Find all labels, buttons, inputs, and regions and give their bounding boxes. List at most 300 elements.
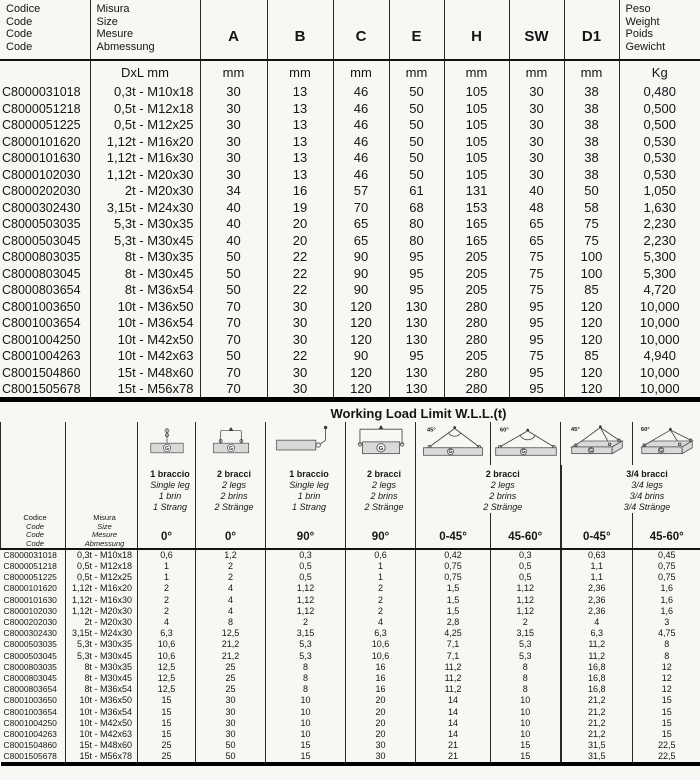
wll-90deg-1leg-cell: 10 xyxy=(266,729,346,740)
wll-045-34leg-cell: 2,36 xyxy=(561,606,633,617)
wll-0deg-2leg-cell: 30 xyxy=(196,706,266,717)
dim-b-cell: 13 xyxy=(267,134,333,151)
dim-h-cell: 165 xyxy=(444,216,509,233)
dim-a-header: A xyxy=(200,0,267,60)
code-cell: C8000302430 xyxy=(3,628,57,639)
wll-0deg-2leg-cell: 2 xyxy=(196,561,266,572)
dim-sw-cell: 75 xyxy=(509,266,564,283)
wll-4560-2leg-cell: 0,3 xyxy=(491,549,561,561)
code-cell: C8000803045 xyxy=(0,266,90,283)
wll-90deg-2leg-cell: 2 xyxy=(346,606,416,617)
legs-desc-4: 2 bracci 2 legs 2 brins 2 Stränge xyxy=(346,465,416,513)
wll-045-34leg-cell: 4 xyxy=(561,617,633,628)
dim-h-cell: 280 xyxy=(444,315,509,332)
dim-b-cell: 30 xyxy=(267,365,333,382)
size-cell: 0,5t - M12x18 xyxy=(66,561,138,572)
dim-b-cell: 13 xyxy=(267,117,333,134)
dim-b-cell: 19 xyxy=(267,200,333,217)
angle-header-4560-1: 45-60° xyxy=(491,513,561,549)
wll-code-header: Codice Code Code Code xyxy=(1,513,66,549)
table-row xyxy=(1,706,700,717)
dim-h-cell: 153 xyxy=(444,200,509,217)
wll-0deg-2leg-cell: 25 xyxy=(196,684,266,695)
wll-0deg-1leg-cell: 6,3 xyxy=(138,628,196,639)
size-cell: 1,12t - M16x30 xyxy=(66,595,138,606)
dim-b-header: B xyxy=(267,0,333,60)
dim-e-cell: 95 xyxy=(389,282,444,299)
weight-cell: 0,500 xyxy=(643,117,677,133)
dim-a-cell: 50 xyxy=(200,282,267,299)
dim-d1-cell: 120 xyxy=(564,299,619,316)
wll-045-2leg-cell: 14 xyxy=(416,695,491,706)
svg-text:G: G xyxy=(228,445,233,452)
wll-4560-34leg-cell: 15 xyxy=(633,695,700,706)
wll-0deg-1leg-cell: 4 xyxy=(138,617,196,628)
wll-045-2leg-cell: 1,5 xyxy=(416,583,491,594)
wll-045-34leg-cell: 2,36 xyxy=(561,583,633,594)
dim-b-cell: 20 xyxy=(267,216,333,233)
size-cell: 15t - M56x78 xyxy=(66,751,138,764)
wll-045-34leg-cell: 1,1 xyxy=(561,572,633,583)
wll-90deg-1leg-cell: 15 xyxy=(266,751,346,764)
units-row xyxy=(0,60,700,84)
code-cell: C8001003654 xyxy=(0,315,90,332)
code-cell: C8000101630 xyxy=(0,150,90,167)
dim-e-cell: 50 xyxy=(389,117,444,134)
wll-045-2leg-cell: 4,25 xyxy=(416,628,491,639)
size-cell: 5,3t - M30x45 xyxy=(90,233,200,250)
table-row xyxy=(0,348,700,365)
svg-text:G: G xyxy=(588,447,593,454)
wll-0deg-1leg-cell: 15 xyxy=(138,729,196,740)
wll-table-body xyxy=(1,549,700,764)
wll-4560-2leg-cell: 10 xyxy=(491,695,561,706)
dim-a-cell: 50 xyxy=(200,266,267,283)
code-cell: C8000202030 xyxy=(0,183,90,200)
svg-text:45°: 45° xyxy=(426,427,436,434)
code-cell: C8001003650 xyxy=(3,695,57,706)
dim-b-cell: 13 xyxy=(267,84,333,101)
code-cell: C8000101620 xyxy=(3,583,57,594)
wll-0deg-2leg-cell: 50 xyxy=(196,751,266,764)
wll-045-34leg-cell: 21,2 xyxy=(561,729,633,740)
table-row xyxy=(0,249,700,266)
dim-c-cell: 120 xyxy=(333,365,389,382)
dim-h-cell: 205 xyxy=(444,249,509,266)
code-cell: C8000503045 xyxy=(3,650,57,661)
wll-90deg-2leg-cell: 1 xyxy=(346,572,416,583)
sling-two-leg-45deg-icon xyxy=(421,422,485,460)
dim-e-cell: 95 xyxy=(389,249,444,266)
dim-sw-cell: 95 xyxy=(509,332,564,349)
table-row xyxy=(1,572,700,583)
wll-045-34leg-cell: 31,5 xyxy=(561,751,633,764)
wll-4560-2leg-cell: 8 xyxy=(491,684,561,695)
legs-desc-2: 2 bracci 2 legs 2 brins 2 Stränge xyxy=(196,465,266,513)
dim-a-cell: 30 xyxy=(200,150,267,167)
angle-header-045-1: 0-45° xyxy=(416,513,491,549)
wll-045-34leg-cell: 31,5 xyxy=(561,740,633,751)
dim-d1-cell: 85 xyxy=(564,282,619,299)
wll-90deg-1leg-cell: 15 xyxy=(266,740,346,751)
dim-h-cell: 105 xyxy=(444,117,509,134)
wll-4560-2leg-cell: 15 xyxy=(491,751,561,764)
code-label: Codice xyxy=(6,3,41,15)
size-cell: 2t - M20x30 xyxy=(66,617,138,628)
dim-e-cell: 130 xyxy=(389,381,444,400)
size-cell: 8t - M30x35 xyxy=(66,662,138,673)
table-row xyxy=(1,718,700,729)
dim-c-cell: 46 xyxy=(333,134,389,151)
wll-90deg-1leg-cell: 2 xyxy=(266,617,346,628)
dim-d1-cell: 120 xyxy=(564,381,619,400)
dim-a-cell: 70 xyxy=(200,365,267,382)
wll-4560-2leg-cell: 10 xyxy=(491,718,561,729)
sling-two-leg-0deg-icon xyxy=(203,422,259,460)
size-unit: DxL mm xyxy=(90,60,200,84)
table-row xyxy=(1,729,700,740)
dim-sw-cell: 75 xyxy=(509,282,564,299)
sling-single-leg-90deg-icon xyxy=(275,422,337,460)
code-cell: C8000803035 xyxy=(0,249,90,266)
dim-e-cell: 130 xyxy=(389,332,444,349)
wll-90deg-1leg-cell: 5,3 xyxy=(266,639,346,650)
dim-sw-cell: 95 xyxy=(509,299,564,316)
size-cell: 0,5t - M12x25 xyxy=(90,117,200,134)
wll-045-34leg-cell: 16,8 xyxy=(561,684,633,695)
dim-a-cell: 70 xyxy=(200,299,267,316)
wll-0deg-2leg-cell: 2 xyxy=(196,572,266,583)
size-cell: 1,12t - M20x30 xyxy=(66,606,138,617)
wll-90deg-2leg-cell: 16 xyxy=(346,684,416,695)
dim-e-cell: 50 xyxy=(389,150,444,167)
wll-4560-34leg-cell: 15 xyxy=(633,729,700,740)
dim-d1-cell: 120 xyxy=(564,332,619,349)
wll-4560-2leg-cell: 1,12 xyxy=(491,606,561,617)
wll-045-34leg-cell: 2,36 xyxy=(561,595,633,606)
dim-c-cell: 120 xyxy=(333,381,389,400)
wll-045-34leg-cell: 6,3 xyxy=(561,628,633,639)
dim-d1-cell: 38 xyxy=(564,84,619,101)
dim-d1-cell: 75 xyxy=(564,233,619,250)
dim-sw-cell: 30 xyxy=(509,150,564,167)
weight-cell: 10,000 xyxy=(639,381,680,396)
dim-h-cell: 105 xyxy=(444,150,509,167)
angle-header-0deg-1: 0° xyxy=(138,513,196,549)
wll-0deg-1leg-cell: 15 xyxy=(138,695,196,706)
size-cell: 15t - M48x60 xyxy=(66,740,138,751)
wll-90deg-1leg-cell: 8 xyxy=(266,662,346,673)
dim-d1-cell: 38 xyxy=(564,101,619,118)
dim-sw-cell: 30 xyxy=(509,117,564,134)
dim-sw-cell: 95 xyxy=(509,381,564,400)
wll-90deg-2leg-cell: 10,6 xyxy=(346,639,416,650)
table-row xyxy=(1,617,700,628)
dim-c-cell: 120 xyxy=(333,315,389,332)
size-cell: 10t - M36x54 xyxy=(90,315,200,332)
table-row xyxy=(1,595,700,606)
dim-d1-cell: 120 xyxy=(564,365,619,382)
size-cell: 10t - M42x63 xyxy=(66,729,138,740)
weight-cell: 0,500 xyxy=(643,100,677,116)
table-row xyxy=(1,695,700,706)
weight-column-header: Peso Weight Poids Gewicht xyxy=(619,0,700,60)
wll-045-2leg-cell: 11,2 xyxy=(416,673,491,684)
wll-header-row xyxy=(1,513,700,549)
dim-unit: mm xyxy=(564,60,619,84)
dim-c-cell: 120 xyxy=(333,332,389,349)
dim-a-cell: 40 xyxy=(200,216,267,233)
table-row xyxy=(1,651,700,662)
dim-unit: mm xyxy=(200,60,267,84)
wll-4560-34leg-cell: 1,6 xyxy=(633,595,700,606)
code-cell: C8001504860 xyxy=(0,365,90,382)
dim-unit: mm xyxy=(509,60,564,84)
dim-h-cell: 205 xyxy=(444,282,509,299)
dim-c-cell: 70 xyxy=(333,200,389,217)
dim-sw-cell: 65 xyxy=(509,216,564,233)
size-cell: 1,12t - M16x20 xyxy=(66,583,138,594)
wll-045-2leg-cell: 0,75 xyxy=(416,572,491,583)
wll-0deg-1leg-cell: 10,6 xyxy=(138,651,196,662)
dim-b-cell: 20 xyxy=(267,233,333,250)
legs-desc-5: 2 bracci 2 legs 2 brins 2 Stränge xyxy=(416,465,561,513)
dim-c-cell: 65 xyxy=(333,233,389,250)
wll-0deg-1leg-cell: 12,5 xyxy=(138,684,196,695)
dim-c-cell: 120 xyxy=(333,299,389,316)
table-row xyxy=(0,134,700,151)
units-empty-cell xyxy=(0,60,90,84)
wll-0deg-2leg-cell: 21,2 xyxy=(196,639,266,650)
wll-045-34leg-cell: 21,2 xyxy=(561,718,633,729)
table-row xyxy=(0,282,700,299)
table-row xyxy=(0,117,700,134)
weight-cell: 10,000 xyxy=(639,298,680,314)
wll-4560-34leg-cell: 22,5 xyxy=(633,740,700,751)
weight-cell: 2,230 xyxy=(643,232,677,248)
wll-90deg-2leg-cell: 20 xyxy=(346,718,416,729)
size-cell: 3,15t - M24x30 xyxy=(90,200,200,217)
wll-4560-2leg-cell: 5,3 xyxy=(491,651,561,662)
wll-90deg-2leg-cell: 30 xyxy=(346,740,416,751)
code-cell: C8000803654 xyxy=(0,282,90,299)
wll-045-2leg-cell: 1,5 xyxy=(416,595,491,606)
dim-a-cell: 70 xyxy=(200,332,267,349)
legs-desc-3: 1 braccio Single leg 1 brin 1 Strang xyxy=(266,465,346,513)
wll-90deg-1leg-cell: 1,12 xyxy=(266,595,346,606)
dim-sw-cell: 40 xyxy=(509,183,564,200)
wll-4560-34leg-cell: 22,5 xyxy=(633,751,700,764)
code-cell: C8000503045 xyxy=(0,233,90,250)
dim-c-cell: 46 xyxy=(333,101,389,118)
sling-two-leg-60deg-icon xyxy=(494,422,558,460)
code-cell: C8001004250 xyxy=(3,717,57,728)
table-row xyxy=(1,639,700,650)
code-cell: C8000302430 xyxy=(0,200,90,217)
wll-90deg-2leg-cell: 16 xyxy=(346,673,416,684)
wll-045-2leg-cell: 2,8 xyxy=(416,617,491,628)
sling-two-leg-90deg-icon xyxy=(349,422,413,460)
wll-045-34leg-cell: 21,2 xyxy=(561,706,633,717)
sling-icons-row xyxy=(1,422,700,465)
code-cell: C8001004263 xyxy=(3,728,57,739)
dim-c-cell: 46 xyxy=(333,150,389,167)
dim-h-cell: 105 xyxy=(444,101,509,118)
wll-4560-34leg-cell: 4,75 xyxy=(633,628,700,639)
dim-h-cell: 280 xyxy=(444,299,509,316)
table-row xyxy=(1,673,700,684)
dim-e-cell: 50 xyxy=(389,101,444,118)
wll-0deg-1leg-cell: 0,6 xyxy=(138,549,196,561)
dim-e-cell: 95 xyxy=(389,348,444,365)
size-cell: 15t - M56x78 xyxy=(90,381,200,400)
wll-0deg-1leg-cell: 1 xyxy=(138,561,196,572)
code-cell: C8001505678 xyxy=(3,751,57,762)
dim-b-cell: 30 xyxy=(267,315,333,332)
table-row xyxy=(0,365,700,382)
table-row xyxy=(0,233,700,250)
dim-d1-cell: 38 xyxy=(564,134,619,151)
dim-d1-cell: 50 xyxy=(564,183,619,200)
wll-4560-2leg-cell: 0,5 xyxy=(491,572,561,583)
svg-text:G: G xyxy=(164,445,169,452)
table-row xyxy=(0,84,700,101)
wll-90deg-1leg-cell: 3,15 xyxy=(266,628,346,639)
dim-e-cell: 95 xyxy=(389,266,444,283)
table-row xyxy=(1,549,700,561)
code-cell: C8000031018 xyxy=(3,550,57,560)
dim-e-cell: 68 xyxy=(389,200,444,217)
leg-description-row xyxy=(1,465,700,513)
dim-h-cell: 105 xyxy=(444,167,509,184)
code-cell: C8000503035 xyxy=(3,639,57,650)
code-cell: C8001004263 xyxy=(0,348,90,365)
wll-0deg-1leg-cell: 2 xyxy=(138,595,196,606)
size-cell: 1,12t - M16x20 xyxy=(90,134,200,151)
dim-e-cell: 80 xyxy=(389,216,444,233)
table-row xyxy=(1,606,700,617)
dim-h-cell: 131 xyxy=(444,183,509,200)
dim-sw-cell: 30 xyxy=(509,134,564,151)
dim-a-cell: 40 xyxy=(200,200,267,217)
dim-e-cell: 50 xyxy=(389,134,444,151)
wll-4560-2leg-cell: 0,5 xyxy=(491,561,561,572)
wll-045-2leg-cell: 0,75 xyxy=(416,561,491,572)
dim-unit: mm xyxy=(333,60,389,84)
wll-4560-34leg-cell: 0,45 xyxy=(633,549,700,561)
wll-0deg-1leg-cell: 2 xyxy=(138,606,196,617)
code-cell: C8000051225 xyxy=(3,572,57,583)
dim-c-cell: 90 xyxy=(333,249,389,266)
wll-0deg-1leg-cell: 15 xyxy=(138,706,196,717)
dim-b-cell: 22 xyxy=(267,266,333,283)
size-cell: 10t - M36x50 xyxy=(66,695,138,706)
wll-0deg-2leg-cell: 4 xyxy=(196,606,266,617)
size-cell: 0,5t - M12x25 xyxy=(66,572,138,583)
dim-b-cell: 13 xyxy=(267,101,333,118)
wll-4560-2leg-cell: 1,12 xyxy=(491,583,561,594)
wll-045-34leg-cell: 11,2 xyxy=(561,639,633,650)
weight-cell: 4,720 xyxy=(643,282,677,298)
dim-sw-cell: 75 xyxy=(509,249,564,266)
wll-90deg-1leg-cell: 1,12 xyxy=(266,583,346,594)
wll-4560-34leg-cell: 3 xyxy=(633,617,700,628)
size-cell: 10t - M42x50 xyxy=(90,332,200,349)
svg-text:G: G xyxy=(378,445,383,452)
code-cell: C8001003654 xyxy=(3,706,57,717)
svg-text:45°: 45° xyxy=(570,426,580,433)
angle-header-90deg-2: 90° xyxy=(346,513,416,549)
size-label: Misura xyxy=(96,3,130,15)
size-cell: 10t - M36x50 xyxy=(90,299,200,316)
wll-045-34leg-cell: 11,2 xyxy=(561,651,633,662)
size-cell: 1,12t - M16x30 xyxy=(90,150,200,167)
dim-h-cell: 165 xyxy=(444,233,509,250)
dim-unit: mm xyxy=(389,60,444,84)
dim-sw-header: SW xyxy=(509,0,564,60)
wll-045-2leg-cell: 11,2 xyxy=(416,662,491,673)
dim-h-cell: 280 xyxy=(444,365,509,382)
code-cell: C8000102030 xyxy=(3,605,57,616)
weight-cell: 1,630 xyxy=(643,199,677,215)
table-row xyxy=(1,751,700,764)
wll-4560-2leg-cell: 8 xyxy=(491,662,561,673)
dim-h-cell: 105 xyxy=(444,84,509,101)
wll-90deg-2leg-cell: 0,6 xyxy=(346,549,416,561)
dim-e-cell: 130 xyxy=(389,299,444,316)
sling-single-leg-0deg-icon xyxy=(139,422,195,460)
wll-4560-34leg-cell: 8 xyxy=(633,639,700,650)
wll-0deg-2leg-cell: 1,2 xyxy=(196,549,266,561)
dim-h-cell: 205 xyxy=(444,266,509,283)
table-row xyxy=(1,583,700,594)
wll-90deg-1leg-cell: 1,12 xyxy=(266,606,346,617)
dim-sw-cell: 65 xyxy=(509,233,564,250)
dim-b-cell: 22 xyxy=(267,282,333,299)
size-cell: 2t - M20x30 xyxy=(90,183,200,200)
code-cell: C8001003650 xyxy=(0,299,90,316)
table-row xyxy=(0,101,700,118)
dim-sw-cell: 75 xyxy=(509,348,564,365)
wll-title: Working Load Limit W.L.L.(t) xyxy=(330,406,507,421)
wll-90deg-1leg-cell: 0,3 xyxy=(266,549,346,561)
dim-e-cell: 130 xyxy=(389,365,444,382)
dim-e-cell: 80 xyxy=(389,233,444,250)
size-cell: 8t - M30x45 xyxy=(90,266,200,283)
wll-90deg-2leg-cell: 16 xyxy=(346,662,416,673)
dim-b-cell: 22 xyxy=(267,348,333,365)
svg-text:60°: 60° xyxy=(499,427,509,434)
code-cell: C8001004250 xyxy=(0,332,90,349)
wll-045-2leg-cell: 0,42 xyxy=(416,549,491,561)
dim-sw-cell: 95 xyxy=(509,365,564,382)
dim-d1-cell: 38 xyxy=(564,167,619,184)
dim-sw-cell: 95 xyxy=(509,315,564,332)
wll-90deg-2leg-cell: 30 xyxy=(346,751,416,764)
dim-h-cell: 105 xyxy=(444,134,509,151)
table-row xyxy=(0,332,700,349)
wll-0deg-1leg-cell: 1 xyxy=(138,572,196,583)
wll-0deg-1leg-cell: 10,6 xyxy=(138,639,196,650)
wll-4560-34leg-cell: 0,75 xyxy=(633,561,700,572)
wll-0deg-2leg-cell: 50 xyxy=(196,740,266,751)
dim-e-cell: 50 xyxy=(389,84,444,101)
weight-cell: 5,300 xyxy=(643,249,677,265)
size-cell: 10t - M42x63 xyxy=(90,348,200,365)
table-row xyxy=(1,684,700,695)
angle-header-4560-2: 45-60° xyxy=(633,513,700,549)
angle-header-0deg-2: 0° xyxy=(196,513,266,549)
